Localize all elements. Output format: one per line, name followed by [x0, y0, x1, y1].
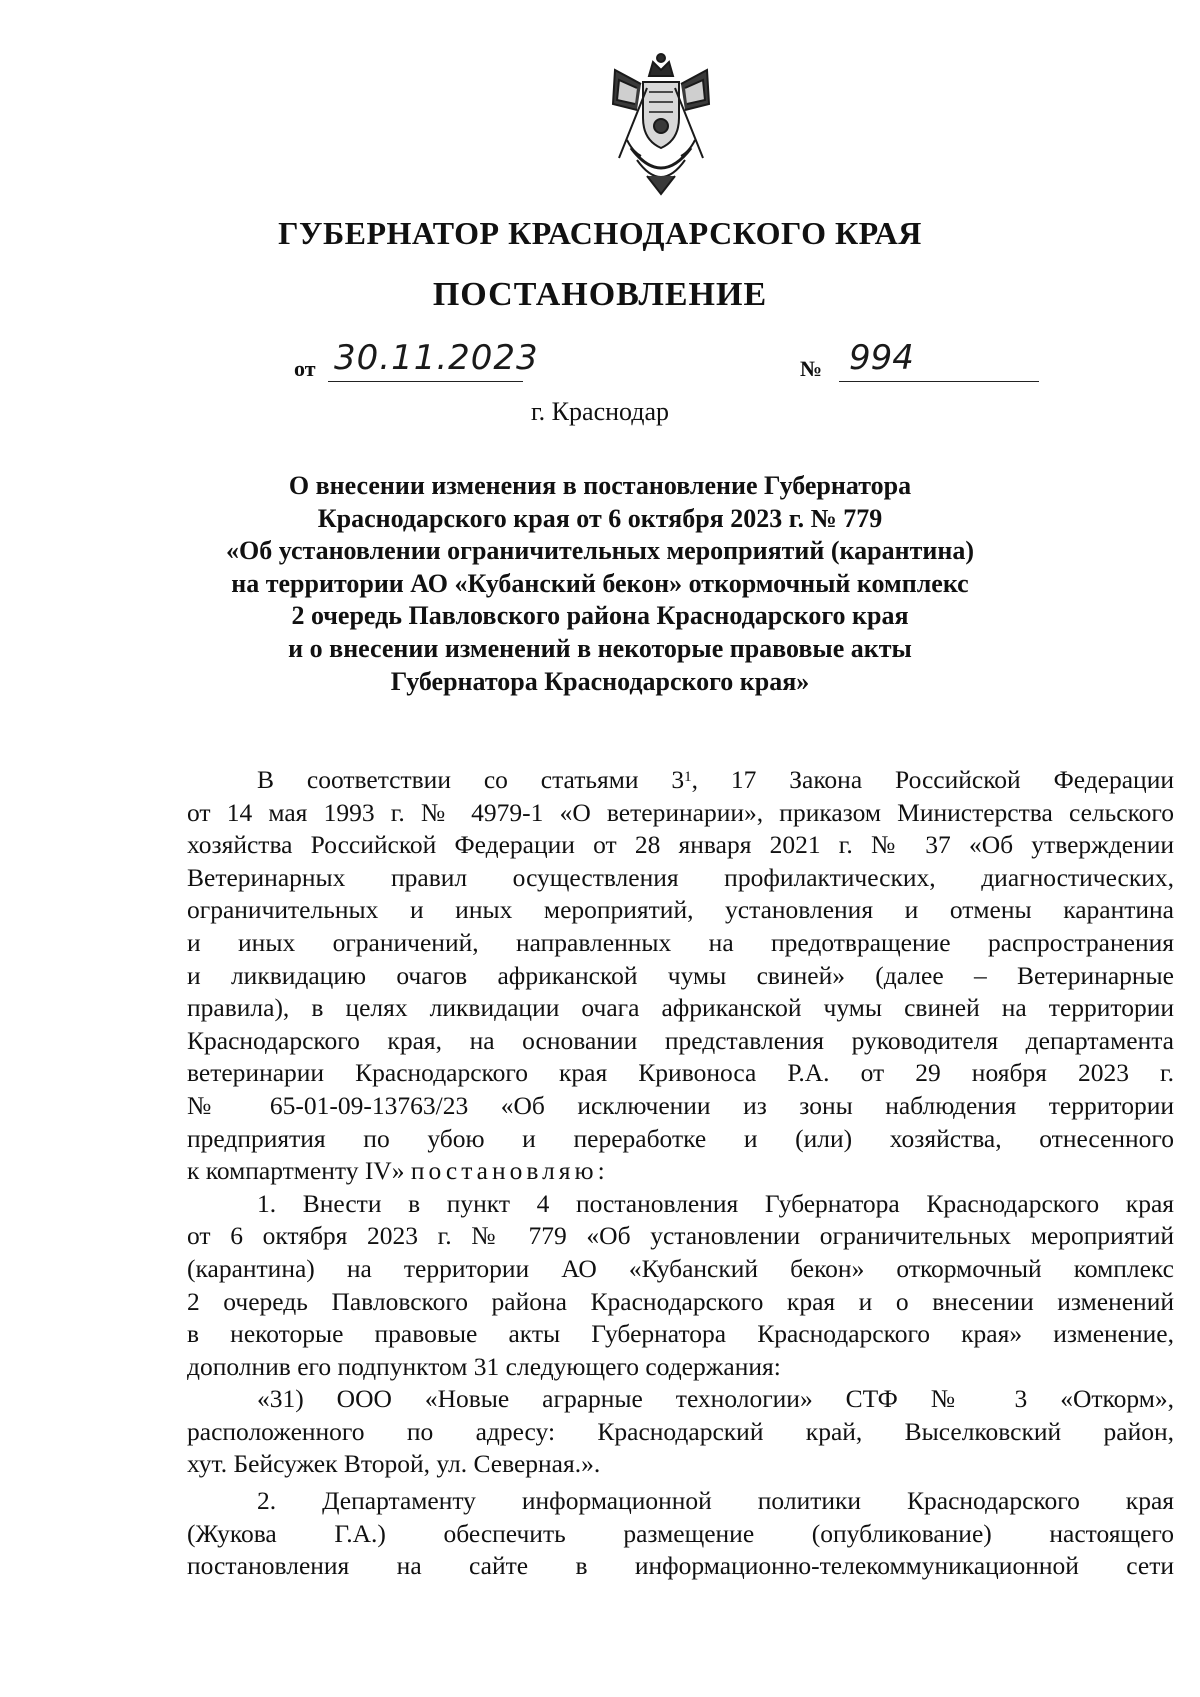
body-line: постановления на сайте в информационно-телекоммуникационной сети — [187, 1551, 1174, 1581]
document-title — [150, 470, 1050, 698]
body-line: хозяйства Российской Федерации от 28 января 2021 г. № 37 «Об утверждении — [187, 830, 1174, 860]
title-line: «Об установлении ограничительных мероприятий (карантина) — [226, 536, 974, 566]
title-line: 2 очередь Павловского района Краснодарского края — [291, 601, 909, 631]
body-line: от 14 мая 1993 г. № 4979-1 «О ветеринарии», приказом Министерства сельского — [187, 797, 1174, 827]
body-line: 2 очередь Павловского района Краснодарского края и о внесении изменений — [187, 1286, 1174, 1316]
title-line: и о внесении изменений в некоторые правовые акты — [288, 633, 912, 663]
body-line: Ветеринарных правил осуществления профилактических, диагностических, — [187, 862, 1174, 892]
issuing-authority: ГУБЕРНАТОР КРАСНОДАРСКОГО КРАЯ — [278, 215, 922, 251]
document-body — [187, 764, 1174, 1583]
title-line: Краснодарского края от 6 октября 2023 г. № 779 — [317, 503, 883, 533]
body-line: 2. Департаменту информационной политики Краснодарского края — [257, 1486, 1174, 1516]
body-line: предприятия по убою и переработке и (или) хозяйства, отнесенного — [187, 1123, 1174, 1153]
title-line: на территории АО «Кубанский бекон» откормочный комплекс — [231, 568, 969, 598]
number-prefix: № — [800, 356, 823, 381]
document-date: 30.11.2023 — [334, 338, 539, 378]
body-line: ветеринарии Краснодарского края Кривоноса Р.А. от 29 ноября 2023 г. — [187, 1058, 1174, 1088]
coat-of-arms-emblem — [607, 48, 715, 198]
body-line: «31) ООО «Новые аграрные технологии» СТФ № 3 «Откорм», — [257, 1384, 1174, 1414]
body-line: дополнив его подпунктом 31 следующего содержания: — [187, 1351, 781, 1381]
body-line: правила), в целях ликвидации очага африканской чумы свиней на территории — [187, 993, 1174, 1023]
title-line: Губернатора Краснодарского края» — [390, 666, 810, 696]
body-line: ограничительных и иных мероприятий, установления и отмены карантина — [187, 895, 1174, 925]
body-line: В соответствии со статьями $3^1$, 17 Закона Российской Федерации — [257, 765, 1174, 794]
body-line: (карантина) на территории АО «Кубанский бекон» откормочный комплекс — [187, 1253, 1174, 1283]
body-line: 1. Внести в пункт 4 постановления Губернатора Краснодарского края — [257, 1188, 1174, 1218]
date-number-row — [294, 338, 1054, 384]
date-underline — [328, 381, 523, 382]
superscript: 1 — [684, 769, 692, 785]
document-number: 994 — [849, 338, 914, 378]
document-type: ПОСТАНОВЛЕНИЕ — [432, 276, 768, 313]
body-line: Краснодарского края, на основании представления руководителя департамента — [187, 1025, 1174, 1055]
title-line: О внесении изменения в постановление Губернатора — [288, 471, 912, 500]
body-line: и ликвидацию очагов африканской чумы свиней» (далее – Ветеринарные — [187, 960, 1174, 990]
body-line: хут. Бейсужек Второй, ул. Северная.». — [187, 1449, 601, 1479]
body-line: от 6 октября 2023 г. № 779 «Об установлении ограничительных мероприятий — [187, 1221, 1174, 1251]
coat-of-arms-icon — [607, 48, 715, 198]
body-line: к компартменту IV» постановляю: — [187, 1156, 609, 1186]
number-underline — [839, 381, 1039, 382]
body-line: (Жукова Г.А.) обеспечить размещение (опубликование) настоящего — [187, 1518, 1174, 1548]
body-line: расположенного по адресу: Краснодарский край, Выселковский район, — [187, 1416, 1174, 1446]
city: г. Краснодар — [530, 397, 670, 426]
body-line: № 65-01-09-13763/23 «Об исключении из зоны наблюдения территории — [187, 1090, 1174, 1120]
body-line: и иных ограничений, направленных на предотвращение распространения — [187, 927, 1174, 957]
date-prefix: от — [294, 356, 316, 381]
body-line: в некоторые правовые акты Губернатора Краснодарского края» изменение, — [187, 1319, 1174, 1349]
resolution-word: постановляю: — [410, 1156, 609, 1186]
